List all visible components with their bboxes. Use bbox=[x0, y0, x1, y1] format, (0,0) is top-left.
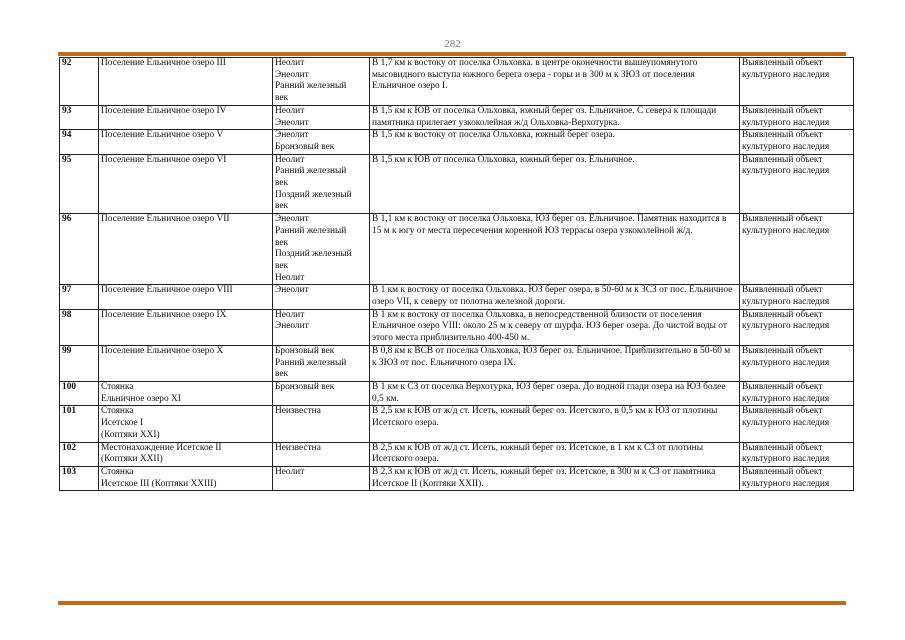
location-text: В 1 км к востоку от поселка Ольховка. ЮЗ берег озера, в 50-60 м к ЗСЗ от пос. Ельничное озеро VII, к северу от полотна железной дороги. bbox=[372, 285, 733, 308]
site-location bbox=[370, 130, 740, 154]
site-name bbox=[99, 406, 273, 442]
site-periods bbox=[273, 345, 370, 381]
period-line: Ранний железный bbox=[275, 225, 347, 236]
row-number: 97 bbox=[60, 285, 99, 309]
row-number: 96 bbox=[60, 214, 99, 285]
location-text: В 1,5 км к ЮВ от поселка Ольховка, южный берег оз. Ельничное. bbox=[372, 154, 635, 165]
period-line: Неизвестна bbox=[275, 442, 321, 453]
period-line: Энеолит bbox=[275, 285, 309, 296]
period-line: век bbox=[275, 260, 289, 271]
period-line: Поздний железный bbox=[275, 189, 352, 200]
site-name bbox=[99, 154, 273, 214]
site-name bbox=[99, 130, 273, 154]
status-text: Выявленный объект культурного наследия bbox=[742, 309, 830, 332]
table-row bbox=[60, 466, 854, 490]
site-periods bbox=[273, 466, 370, 490]
period-line: Энеолит bbox=[275, 117, 309, 128]
status-text: Выявленный объект культурного наследия bbox=[742, 105, 830, 128]
site-name-line: Поселение Ельничное озеро IX bbox=[101, 309, 227, 320]
period-line: век bbox=[275, 237, 289, 248]
site-location bbox=[370, 442, 740, 466]
period-line: Неолит bbox=[275, 154, 305, 165]
site-name-line: (Коптяки XXII) bbox=[101, 454, 163, 465]
status-text: Выявленный объект культурного наследия bbox=[742, 130, 830, 152]
period-line: Ранний железный bbox=[275, 166, 347, 177]
period-line: Энеолит bbox=[275, 321, 309, 332]
row-number: 98 bbox=[60, 309, 99, 345]
site-periods bbox=[273, 285, 370, 309]
period-line: Бронзовый век bbox=[275, 141, 335, 152]
site-name bbox=[99, 285, 273, 309]
site-status bbox=[740, 285, 854, 309]
period-line: Бронзовый век bbox=[275, 345, 335, 356]
table-row bbox=[60, 58, 854, 106]
table-row bbox=[60, 442, 854, 466]
location-text: В 1 км к СЗ от поселка Верхотурка, ЮЗ берег озера. До водной глади озера на ЮЗ более 0,5 км. bbox=[372, 381, 726, 404]
period-line: Ранний железный bbox=[275, 81, 347, 92]
site-periods bbox=[273, 154, 370, 214]
site-periods bbox=[273, 381, 370, 405]
site-name-line: Поселение Ельничное озеро V bbox=[101, 130, 224, 141]
period-line: Неолит bbox=[275, 466, 305, 477]
site-name bbox=[99, 381, 273, 405]
location-text: В 1,5 км к ЮВ от поселка Ольховка, южный берег оз. Ельничное. С севера к площади памятника прилегает узкоколейная ж/д Ольховка-Верхотурка. bbox=[372, 105, 717, 128]
site-periods bbox=[273, 130, 370, 154]
site-name-line: Стоянка bbox=[101, 466, 134, 477]
location-text: В 2,5 км к ЮВ от ж/д ст. Исеть, южный берег оз. Исетское, в 1 км к СЗ от плотины Исетского озера. bbox=[372, 442, 704, 465]
period-line: век bbox=[275, 369, 289, 380]
site-name-line: Исетское III (Коптяки XXIII) bbox=[101, 478, 217, 489]
status-text: Выявленный объект культурного наследия bbox=[742, 381, 830, 404]
period-line: Неолит bbox=[275, 105, 305, 116]
site-periods bbox=[273, 406, 370, 442]
row-number: 95 bbox=[60, 154, 99, 214]
site-name bbox=[99, 214, 273, 285]
site-status bbox=[740, 442, 854, 466]
site-periods bbox=[273, 309, 370, 345]
site-name-line: Поселение Ельничное озеро VI bbox=[101, 154, 227, 165]
site-status bbox=[740, 381, 854, 405]
row-number: 94 bbox=[60, 130, 99, 154]
site-status bbox=[740, 130, 854, 154]
site-name bbox=[99, 442, 273, 466]
site-periods bbox=[273, 214, 370, 285]
site-location bbox=[370, 58, 740, 106]
heritage-sites-table bbox=[59, 57, 854, 491]
site-name-line: Поселение Ельничное озеро III bbox=[101, 58, 226, 68]
status-text: Выявленный объект культурного наследия bbox=[742, 406, 830, 429]
period-line: Бронзовый век bbox=[275, 381, 335, 392]
table-row bbox=[60, 214, 854, 285]
table-row bbox=[60, 154, 854, 214]
site-name bbox=[99, 345, 273, 381]
site-periods bbox=[273, 58, 370, 106]
site-name-line: Поселение Ельничное озеро VII bbox=[101, 214, 230, 225]
location-text: В 2,5 км к ЮВ от ж/д ст. Исеть, южный берег оз. Исетского, в 0,5 км к ЮЗ от плотины Исетского озера. bbox=[372, 406, 718, 429]
site-status bbox=[740, 309, 854, 345]
site-name-line: Местонахождение Исетское II bbox=[101, 442, 222, 453]
header-rule bbox=[58, 52, 846, 56]
table-body bbox=[60, 58, 854, 491]
status-text: Выявленный объект культурного наследия bbox=[742, 154, 830, 177]
period-line: Ранний железный bbox=[275, 357, 347, 368]
site-name-line: Поселение Ельничное озеро IV bbox=[101, 105, 227, 116]
site-periods bbox=[273, 442, 370, 466]
table-row bbox=[60, 345, 854, 381]
table-row bbox=[60, 285, 854, 309]
site-status bbox=[740, 154, 854, 214]
site-name bbox=[99, 309, 273, 345]
site-name-line: Ельничное озеро XI bbox=[101, 393, 181, 404]
status-text: Выявленный объект культурного наследия bbox=[742, 466, 830, 489]
site-name bbox=[99, 466, 273, 490]
period-line: Неолит bbox=[275, 58, 305, 68]
location-text: В 1,7 км к востоку от поселка Ольховка. в центре оконечности вышеупомянутого мысовидного выступа южного берега озера - горы и в 300 м к ЗЮЗ от поселения Ельничное озеро I. bbox=[372, 58, 698, 92]
site-status bbox=[740, 214, 854, 285]
site-name-line: Поселение Ельничное озеро VIII bbox=[101, 285, 233, 296]
row-number: 93 bbox=[60, 105, 99, 129]
site-name-line: (Коптяки XXI) bbox=[101, 429, 160, 440]
period-line: Энеолит bbox=[275, 214, 309, 225]
period-line: Энеолит bbox=[275, 130, 309, 141]
row-number: 99 bbox=[60, 345, 99, 381]
location-text: В 1,5 км к востоку от поселка Ольховка, южный берег озера. bbox=[372, 130, 615, 141]
site-location bbox=[370, 154, 740, 214]
site-name-line: Стоянка bbox=[101, 406, 134, 417]
site-location bbox=[370, 285, 740, 309]
row-number: 92 bbox=[60, 58, 99, 106]
site-location bbox=[370, 345, 740, 381]
footer-rule bbox=[58, 601, 846, 605]
period-line: Энеолит bbox=[275, 69, 309, 80]
site-status bbox=[740, 466, 854, 490]
site-name-line: Исетское I bbox=[101, 418, 144, 429]
period-line: Неолит bbox=[275, 309, 305, 320]
location-text: В 2,3 км к ЮВ от ж/д ст. Исеть, южный берег оз. Исетское, в 300 м к СЗ от памятника Исетское II (Коптяки XXII). bbox=[372, 466, 716, 489]
site-location bbox=[370, 309, 740, 345]
site-status bbox=[740, 345, 854, 381]
site-location bbox=[370, 214, 740, 285]
period-line: Неолит bbox=[275, 272, 305, 283]
row-number: 103 bbox=[60, 466, 99, 490]
table-row bbox=[60, 381, 854, 405]
site-name-line: Стоянка bbox=[101, 381, 134, 392]
site-location bbox=[370, 406, 740, 442]
site-name bbox=[99, 58, 273, 106]
period-line: Неизвестна bbox=[275, 406, 321, 417]
location-text: В 0,8 км к ВСВ от поселка Ольховка, ЮЗ берег оз. Ельничное. Приблизительно в 50-60 м к ЗЮЗ от пос. Ельничного озера IX. bbox=[372, 345, 731, 368]
site-name-line: Поселение Ельничное озеро X bbox=[101, 345, 224, 356]
status-text: Выявленный объект культурного наследия bbox=[742, 345, 830, 368]
site-periods bbox=[273, 105, 370, 129]
row-number: 100 bbox=[60, 381, 99, 405]
page-number: 282 bbox=[444, 38, 461, 50]
location-text: В 1,1 км к востоку от поселка Ольховка, ЮЗ берег оз. Ельничное. Памятник находится в 15 м к югу от места пересечения коренной ЮЗ террасы озера узкоколейной ж/д. bbox=[372, 214, 727, 236]
site-status bbox=[740, 58, 854, 106]
row-number: 101 bbox=[60, 406, 99, 442]
table-row bbox=[60, 130, 854, 154]
site-location bbox=[370, 105, 740, 129]
period-line: Поздний железный bbox=[275, 249, 352, 260]
status-text: Выявленный объект культурного наследия bbox=[742, 58, 830, 80]
location-text: В 1 км к востоку от поселка Ольховка, в непосредственной близости от поселения Ельничное озеро VIII: около 25 м к северу от шурфа. ЮЗ берег озера. До чистой воды от этого места приблизительно 400-450 м. bbox=[372, 309, 727, 344]
site-name bbox=[99, 105, 273, 129]
site-status bbox=[740, 105, 854, 129]
row-number: 102 bbox=[60, 442, 99, 466]
table-row bbox=[60, 105, 854, 129]
period-line: век bbox=[275, 93, 289, 104]
period-line: век bbox=[275, 201, 289, 212]
status-text: Выявленный объект культурного наследия bbox=[742, 442, 830, 465]
status-text: Выявленный объект культурного наследия bbox=[742, 214, 830, 236]
site-location bbox=[370, 381, 740, 405]
table-row bbox=[60, 406, 854, 442]
table-row bbox=[60, 309, 854, 345]
site-status bbox=[740, 406, 854, 442]
period-line: век bbox=[275, 178, 289, 189]
site-location bbox=[370, 466, 740, 490]
status-text: Выявленный объект культурного наследия bbox=[742, 285, 830, 308]
